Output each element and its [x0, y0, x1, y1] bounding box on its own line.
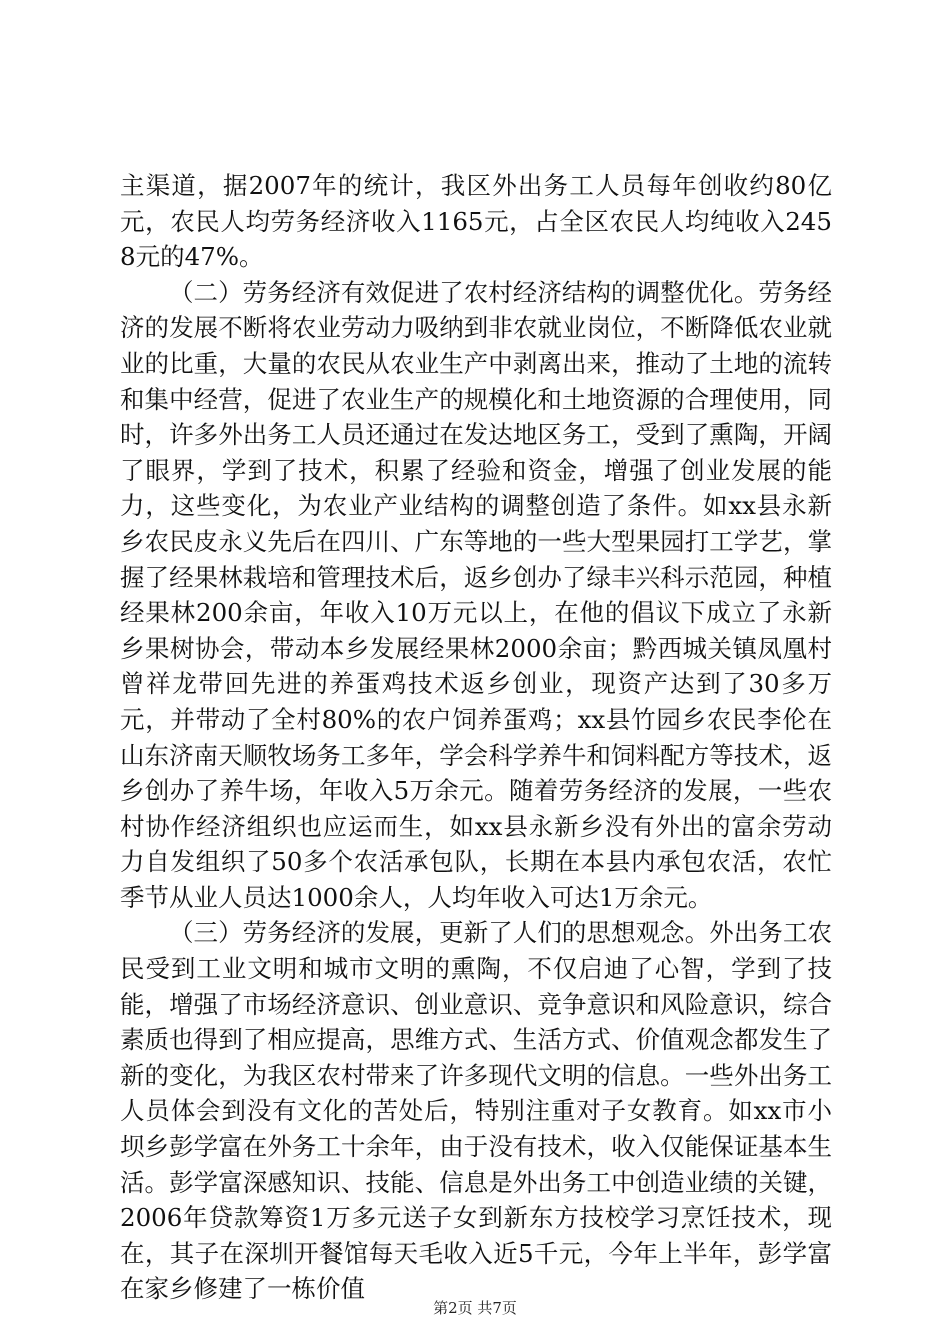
paragraph-section-three: （三）劳务经济的发展，更新了人们的思想观念。外出务工农民受到工业文明和城市文明的熏陶，不仅启迪了心智，学到了技能，增强了市场经济意识、创业意识、竞争意识和风险意识，综合素质也得到了相应提高，思维方式、生活方式、价值观念都发生了新的变化，为我区农村带来了许多现代文明的信息。一些外出务工人员体会到没有文化的苦处后，特别注重对子女教育。如xx市小坝乡彭学富在外务工十余年，由于没有技术，收入仅能保证基本生活。彭学富深感知识、技能、信息是外出务工中创造业绩的关键，2006年贷款筹资1万多元送子女到新东方技校学习烹饪技术，现在，其子在深圳开餐馆每天毛收入近5千元，今年上半年，彭学富在家乡修建了一栋价值 — [120, 918, 832, 1304]
paragraph-section-two: （二）劳务经济有效促进了农村经济结构的调整优化。劳务经济的发展不断将农业劳动力吸纳到非农就业岗位，不断降低农业就业的比重，大量的农民从农业生产中剥离出来，推动了土地的流转和集中经营，促进了农业生产的规模化和土地资源的合理使用，同时，许多外出务工人员还通过在发达地区务工，受到了熏陶，开阔了眼界，学到了技术，积累了经验和资金，增强了创业发展的能力，这些变化，为农业产业结构的调整创造了条件。如xx县永新乡农民皮永义先后在四川、广东等地的一些大型果园打工学艺，掌握了经果林栽培和管理技术后，返乡创办了绿丰兴科示范园，种植经果林200余亩，年收入10万元以上，在他的倡议下成立了永新乡果树协会，带动本乡发展经果林2000余亩；黔西城关镇凤凰村曾祥龙带回先进的养蛋鸡技术返乡创业，现资产达到了30多万元，并带动了全村80%的农户饲养蛋鸡；xx县竹园乡农民李伦在山东济南天顺牧场务工多年，学会科学养牛和饲料配方等技术，返乡创办了养牛场，年收入5万余元。随着劳务经济的发展，一些农村协作经济组织也应运而生，如xx县永新乡没有外出的富余劳动力自发组织了50多个农活承包队，长期在本县内承包农活，农忙季节从业人员达1000余人，人均年收入可达1万余元。 — [120, 277, 832, 912]
document-body — [120, 168, 832, 1307]
page-footer: 第2页 共7页 — [433, 1299, 517, 1317]
paragraph-continuation: 主渠道，据2007年的统计，我区外出务工人员每年创收约80亿元，农民人均劳务经济收入1165元，占全区农民人均纯收入2458元的47%。 — [120, 171, 832, 272]
